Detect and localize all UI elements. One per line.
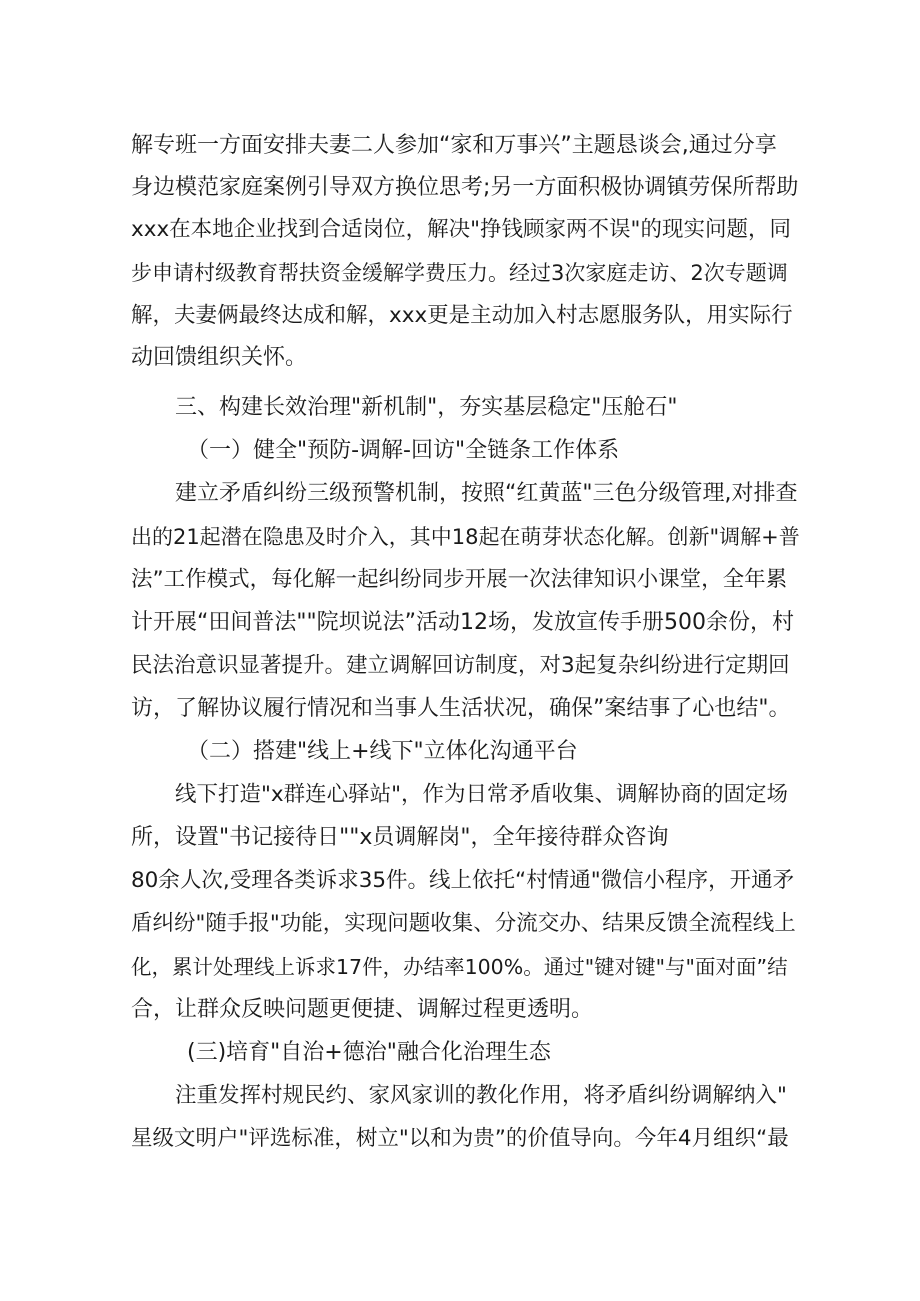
body-text-line: 动回馈组织关怀。 — [131, 345, 308, 370]
body-text-line: 解专班一方面安排夫妻二人参加“家和万事兴”主题恳谈会,通过分享 — [131, 133, 777, 158]
body-text-line: 所，设置"书记接待日""x员调解岗"，全年接待群众咨询 — [131, 825, 669, 850]
body-text-line: 注重发挥村规民约、家风家训的教化作用，将矛盾纠纷调解纳入" — [175, 1083, 787, 1108]
body-text-line: 法”工作模式，每化解一起纠纷同步开展一次法律知识小课堂，全年累 — [131, 567, 788, 592]
body-text-line: 线下打造"x群连心驿站"，作为日常矛盾收集、调解协商的固定场 — [175, 782, 789, 807]
body-text-line: 建立矛盾纠纷三级预警机制，按照“红黄蓝"三色分级管理,对排查 — [175, 481, 798, 506]
body-text-line: 步申请村级教育帮扶资金缓解学费压力。经过3次家庭走访、2次专题调 — [131, 261, 788, 285]
body-text-line: 身边模范家庭案例引导双方换位思考;另一方面积极协调镇劳保所帮助 — [131, 175, 799, 200]
body-text-line: 计开展“田间普法""院坝说法”活动12场，发放宣传手册500余份，村 — [131, 610, 795, 635]
subsection-heading: （二）搭建"线上+线下"立体化沟通平台 — [187, 739, 578, 764]
body-text-line: 解，夫妻俩最终达成和解，xxx更是主动加入村志愿服务队，用实际行 — [131, 303, 793, 328]
body-text-line: 盾纠纷"随手报"功能，实现问题收集、分流交办、结果反馈全流程线上 — [131, 911, 796, 936]
body-text-line: 星级文明户"评选标准，树立"以和为贵”的价值导向。今年4月组织“最 — [131, 1126, 789, 1151]
subsection-heading: (三)培育"自治+德治"融合化治理生态 — [187, 1040, 551, 1065]
section-heading: 三、构建长效治理"新机制"，夯实基层稳定"压舱石" — [175, 395, 678, 420]
body-text-line: 民法治意识显著提升。建立调解回访制度，对3起复杂纠纷进行定期回 — [131, 653, 790, 678]
body-text-line: 合，让群众反映问题更便捷、调解过程更透明。 — [131, 997, 594, 1022]
body-text-line: 80余人次,受理各类诉求35件。线上依托“村情通"微信小程序，开通矛 — [131, 868, 795, 893]
body-text-line: 化，累计处理线上诉求17件，办结率100%。通过"键对键"与"面对面”结 — [131, 955, 788, 979]
body-text-line: 出的21起潜在隐患及时介入，其中18起在萌芽状态化解。创新"调解+普 — [131, 525, 800, 549]
body-text-line: 访，了解协议履行情况和当事人生活状况，确保”案结事了心也结"。 — [131, 696, 791, 721]
body-text-line: xxx在本地企业找到合适岗位，解决"挣钱顾家两不误"的现实问题，同 — [131, 217, 791, 242]
subsection-heading: （一）健全"预防-调解-回访"全链条工作体系 — [187, 438, 620, 463]
